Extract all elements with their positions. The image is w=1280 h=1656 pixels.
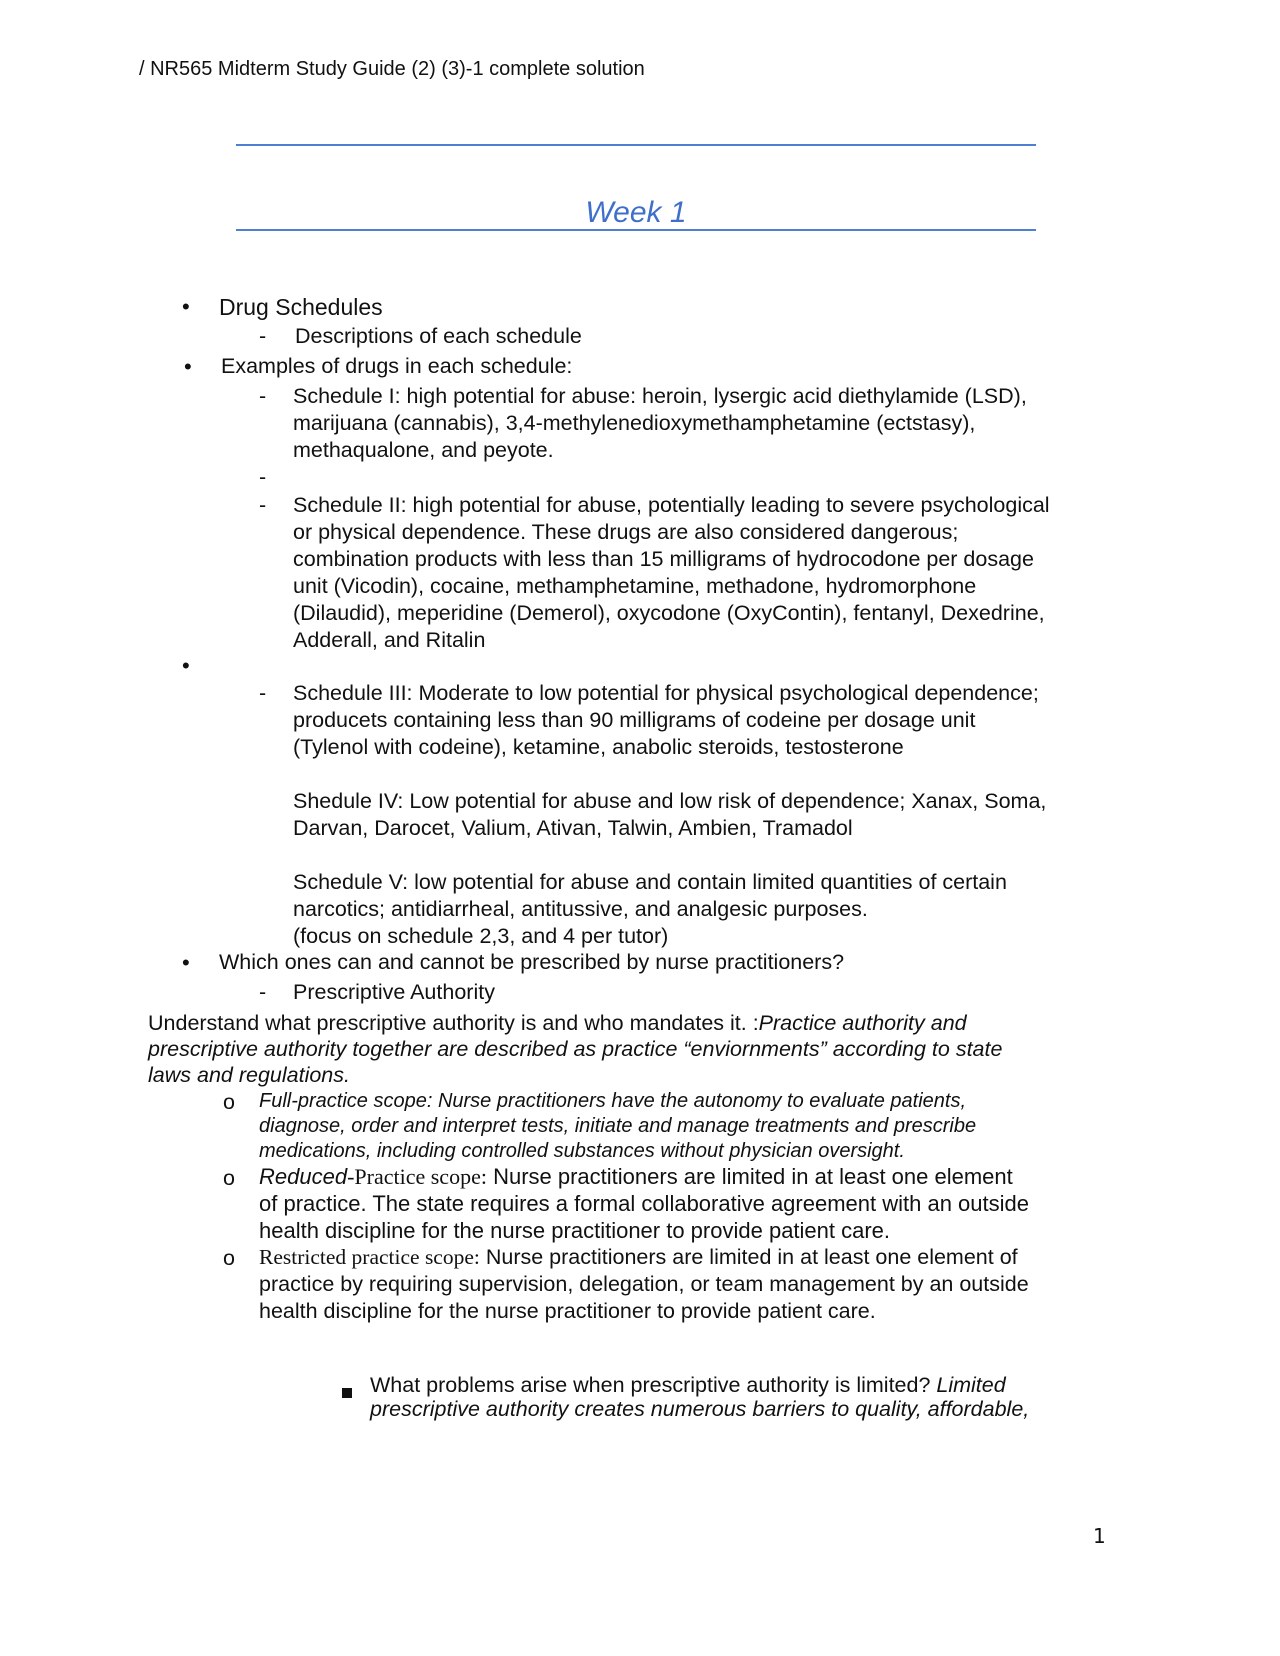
text-line — [259, 1244, 1029, 1271]
outline-np-question: Which ones can and cannot be prescribed by nurse practitioners? — [219, 950, 845, 974]
text-line: Shedule IV: Low potential for abuse and low risk of dependence; Xanax, Soma, — [293, 789, 1047, 813]
text-line: producets containing less than 90 milligrams of codeine per dosage unit — [293, 708, 976, 732]
text-line: Full-practice scope: Nurse practitioners have the autonomy to evaluate patients, — [259, 1090, 967, 1112]
outline-descriptions: Descriptions of each schedule — [295, 324, 582, 348]
text-line: health discipline for the nurse practitioner to provide patient care. — [259, 1218, 891, 1243]
text-line: prescriptive authority creates numerous barriers to quality, affordable, — [370, 1397, 1030, 1421]
square-bullet — [342, 1388, 352, 1398]
understand-italic: Practice authority and — [758, 1011, 967, 1035]
text-line: diagnose, order and interpret tests, initiate and manage treatments and prescribe — [259, 1115, 977, 1137]
title-rule-top — [236, 144, 1036, 146]
schedule-5-text — [293, 869, 1007, 950]
text-line: medications, including controlled substances without physician oversight. — [259, 1140, 905, 1162]
document-header: / NR565 Midterm Study Guide (2) (3)-1 complete solution — [139, 58, 645, 80]
schedule-4-text — [293, 788, 1046, 842]
dash: - — [259, 681, 267, 705]
full-practice-scope — [259, 1089, 976, 1164]
reduced-label-serif: -Practice scope: — [347, 1164, 487, 1189]
schedule-1-text — [293, 383, 1027, 464]
circle-bullet: o — [223, 1090, 235, 1114]
problems-text — [370, 1373, 1029, 1421]
text-line: of practice. The state requires a formal collaborative agreement with an outside — [259, 1191, 1029, 1216]
schedule-3-text — [293, 680, 1039, 761]
restricted-practice-scope — [259, 1244, 1029, 1325]
bullet: • — [182, 294, 190, 319]
schedule-2-text — [293, 492, 1050, 654]
text-line — [370, 1373, 1029, 1397]
text-line: Darvan, Darocet, Valium, Ativan, Talwin, Ambien, Tramadol — [293, 816, 853, 840]
reduced-label-italic: Reduced — [259, 1164, 348, 1189]
reduced-line1: Nurse practitioners are limited in at least one element — [486, 1164, 1013, 1189]
text-line: narcotics; antidiarrheal, antitussive, and analgesic purposes. — [293, 897, 868, 921]
dash: - — [259, 324, 267, 348]
dash: - — [259, 384, 267, 408]
bullet: • — [182, 950, 190, 975]
text-line: Schedule II: high potential for abuse, potentially leading to severe psychological — [293, 493, 1050, 517]
dash: - — [259, 465, 267, 489]
text-line: Adderall, and Ritalin — [293, 628, 486, 652]
text-line: (Dilaudid), meperidine (Demerol), oxycodone (OxyContin), fentanyl, Dexedrine, — [293, 601, 1045, 625]
understand-prefix: Understand what prescriptive authority is and who mandates it. : — [148, 1011, 759, 1035]
dash: - — [259, 493, 267, 517]
text-line: marijuana (cannabis), 3,4-methylenedioxymethamphetamine (ectstasy), — [293, 411, 976, 435]
page-number: 1 — [1093, 1524, 1106, 1548]
text-line: health discipline for the nurse practitioner to provide patient care. — [259, 1299, 876, 1323]
circle-bullet: o — [223, 1246, 235, 1270]
text-line: methaqualone, and peyote. — [293, 438, 554, 462]
bullet: • — [184, 354, 192, 379]
title-rule-bottom — [236, 229, 1036, 231]
reduced-practice-scope — [259, 1163, 1029, 1244]
understand-paragraph — [148, 1010, 1002, 1088]
circle-bullet: o — [223, 1166, 235, 1190]
bullet: • — [182, 653, 190, 678]
text-line: practice by requiring supervision, delegation, or team management by an outside — [259, 1272, 1029, 1296]
text-line — [259, 1163, 1029, 1190]
text-line: or physical dependence. These drugs are also considered dangerous; — [293, 520, 959, 544]
text-line: Schedule III: Moderate to low potential for physical psychological dependence; — [293, 681, 1039, 705]
outline-drug-schedules: Drug Schedules — [219, 294, 383, 320]
problems-question: What problems arise when prescriptive authority is limited? — [370, 1373, 937, 1397]
outline-prescriptive-authority: Prescriptive Authority — [293, 980, 495, 1004]
restricted-line1: Nurse practitioners are limited in at least one element of — [479, 1245, 1018, 1269]
text-line — [148, 1010, 1002, 1036]
dash: - — [259, 980, 267, 1004]
text-line: laws and regulations. — [148, 1063, 350, 1087]
page-title: Week 1 — [585, 196, 687, 229]
text-line: Schedule I: high potential for abuse: heroin, lysergic acid diethylamide (LSD), — [293, 384, 1027, 408]
restricted-label-serif: Restricted practice scope: — [259, 1245, 480, 1269]
outline-examples-heading: Examples of drugs in each schedule: — [221, 354, 573, 378]
text-line: Schedule V: low potential for abuse and contain limited quantities of certain — [293, 870, 1007, 894]
text-line: combination products with less than 15 milligrams of hydrocodone per dosage — [293, 547, 1034, 571]
text-line: (Tylenol with codeine), ketamine, anabolic steroids, testosterone — [293, 735, 904, 759]
problems-italic: Limited — [936, 1373, 1006, 1397]
text-line: (focus on schedule 2,3, and 4 per tutor) — [293, 924, 669, 948]
text-line: unit (Vicodin), cocaine, methamphetamine, methadone, hydromorphone — [293, 574, 977, 598]
text-line: prescriptive authority together are described as practice “enviornments” according to state — [148, 1037, 1003, 1061]
